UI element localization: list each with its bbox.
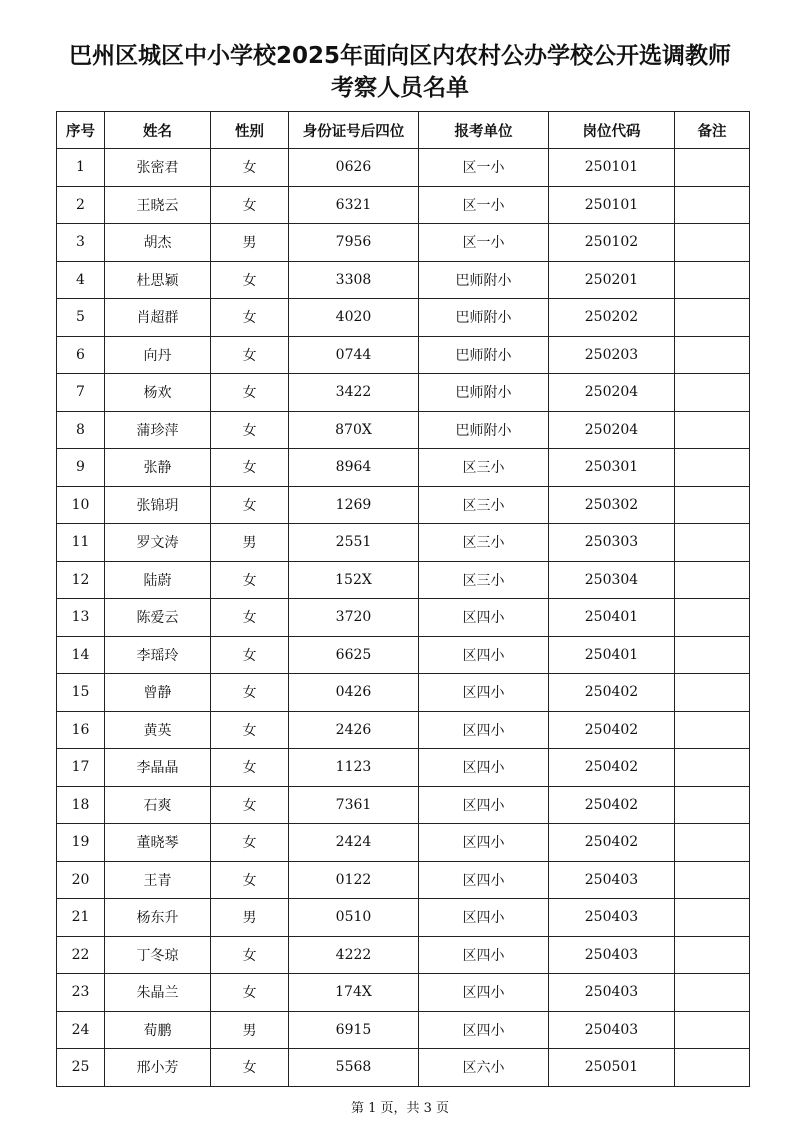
cell-unit: 区四小 bbox=[419, 1011, 549, 1049]
cell-seq: 23 bbox=[57, 974, 105, 1012]
cell-remark bbox=[675, 936, 750, 974]
cell-post-code: 250101 bbox=[549, 149, 675, 187]
cell-seq: 12 bbox=[57, 561, 105, 599]
cell-gender: 女 bbox=[211, 861, 289, 899]
cell-seq: 5 bbox=[57, 299, 105, 337]
cell-name: 王晓云 bbox=[105, 186, 211, 224]
cell-seq: 15 bbox=[57, 674, 105, 712]
cell-name: 张锦玥 bbox=[105, 486, 211, 524]
cell-name: 董晓琴 bbox=[105, 824, 211, 862]
column-header-unit: 报考单位 bbox=[419, 112, 549, 149]
cell-id-last4: 0744 bbox=[289, 336, 419, 374]
cell-unit: 区四小 bbox=[419, 861, 549, 899]
table-row bbox=[57, 561, 750, 599]
cell-id-last4: 0626 bbox=[289, 149, 419, 187]
cell-post-code: 250403 bbox=[549, 861, 675, 899]
cell-seq: 1 bbox=[57, 149, 105, 187]
cell-gender: 女 bbox=[211, 561, 289, 599]
cell-seq: 10 bbox=[57, 486, 105, 524]
table-row bbox=[57, 936, 750, 974]
cell-post-code: 250202 bbox=[549, 299, 675, 337]
cell-gender: 女 bbox=[211, 936, 289, 974]
cell-remark bbox=[675, 336, 750, 374]
cell-name: 张密君 bbox=[105, 149, 211, 187]
cell-seq: 17 bbox=[57, 749, 105, 787]
cell-remark bbox=[675, 824, 750, 862]
document-title-line-1: 巴州区城区中小学校2025年面向区内农村公办学校公开选调教师 bbox=[68, 43, 731, 69]
cell-remark bbox=[675, 599, 750, 637]
cell-seq: 11 bbox=[57, 524, 105, 562]
cell-gender: 女 bbox=[211, 749, 289, 787]
cell-remark bbox=[675, 711, 750, 749]
cell-seq: 18 bbox=[57, 786, 105, 824]
cell-post-code: 250402 bbox=[549, 749, 675, 787]
cell-remark bbox=[675, 486, 750, 524]
cell-post-code: 250403 bbox=[549, 1011, 675, 1049]
cell-gender: 女 bbox=[211, 974, 289, 1012]
cell-id-last4: 6625 bbox=[289, 636, 419, 674]
table-row bbox=[57, 974, 750, 1012]
cell-name: 蒲珍萍 bbox=[105, 411, 211, 449]
cell-name: 李晶晶 bbox=[105, 749, 211, 787]
cell-unit: 区一小 bbox=[419, 224, 549, 262]
cell-name: 向丹 bbox=[105, 336, 211, 374]
cell-unit: 区四小 bbox=[419, 899, 549, 937]
cell-name: 荀鹏 bbox=[105, 1011, 211, 1049]
cell-post-code: 250403 bbox=[549, 899, 675, 937]
cell-post-code: 250401 bbox=[549, 636, 675, 674]
table-header bbox=[57, 112, 750, 149]
table-row bbox=[57, 824, 750, 862]
cell-gender: 女 bbox=[211, 299, 289, 337]
table-row bbox=[57, 149, 750, 187]
column-header-seq: 序号 bbox=[57, 112, 105, 149]
cell-id-last4: 174X bbox=[289, 974, 419, 1012]
cell-gender: 女 bbox=[211, 486, 289, 524]
cell-name: 杨东升 bbox=[105, 899, 211, 937]
cell-id-last4: 8964 bbox=[289, 449, 419, 487]
table-row bbox=[57, 186, 750, 224]
cell-gender: 男 bbox=[211, 224, 289, 262]
cell-unit: 区三小 bbox=[419, 486, 549, 524]
table-row bbox=[57, 374, 750, 412]
table-header-row bbox=[57, 112, 750, 149]
cell-gender: 女 bbox=[211, 711, 289, 749]
cell-post-code: 250402 bbox=[549, 786, 675, 824]
column-header-id-last4: 身份证号后四位 bbox=[289, 112, 419, 149]
cell-name: 杜思颖 bbox=[105, 261, 211, 299]
cell-gender: 女 bbox=[211, 186, 289, 224]
table-row bbox=[57, 861, 750, 899]
cell-id-last4: 870X bbox=[289, 411, 419, 449]
cell-post-code: 250301 bbox=[549, 449, 675, 487]
table-row bbox=[57, 524, 750, 562]
cell-name: 罗文涛 bbox=[105, 524, 211, 562]
cell-id-last4: 6321 bbox=[289, 186, 419, 224]
cell-id-last4: 5568 bbox=[289, 1049, 419, 1087]
cell-seq: 19 bbox=[57, 824, 105, 862]
cell-remark bbox=[675, 449, 750, 487]
cell-id-last4: 0122 bbox=[289, 861, 419, 899]
cell-remark bbox=[675, 261, 750, 299]
cell-id-last4: 2426 bbox=[289, 711, 419, 749]
cell-unit: 巴师附小 bbox=[419, 261, 549, 299]
cell-seq: 24 bbox=[57, 1011, 105, 1049]
cell-gender: 女 bbox=[211, 149, 289, 187]
cell-name: 朱晶兰 bbox=[105, 974, 211, 1012]
cell-unit: 区四小 bbox=[419, 749, 549, 787]
cell-post-code: 250204 bbox=[549, 374, 675, 412]
cell-post-code: 250402 bbox=[549, 824, 675, 862]
cell-gender: 女 bbox=[211, 261, 289, 299]
cell-id-last4: 7956 bbox=[289, 224, 419, 262]
cell-seq: 6 bbox=[57, 336, 105, 374]
cell-seq: 9 bbox=[57, 449, 105, 487]
cell-post-code: 250101 bbox=[549, 186, 675, 224]
column-header-remark: 备注 bbox=[675, 112, 750, 149]
cell-name: 石爽 bbox=[105, 786, 211, 824]
cell-post-code: 250102 bbox=[549, 224, 675, 262]
cell-remark bbox=[675, 861, 750, 899]
cell-seq: 20 bbox=[57, 861, 105, 899]
cell-remark bbox=[675, 899, 750, 937]
cell-unit: 巴师附小 bbox=[419, 299, 549, 337]
cell-post-code: 250501 bbox=[549, 1049, 675, 1087]
cell-gender: 女 bbox=[211, 599, 289, 637]
table-row bbox=[57, 674, 750, 712]
table-row bbox=[57, 786, 750, 824]
cell-id-last4: 3422 bbox=[289, 374, 419, 412]
table-row bbox=[57, 299, 750, 337]
cell-unit: 区四小 bbox=[419, 824, 549, 862]
cell-unit: 区三小 bbox=[419, 561, 549, 599]
cell-remark bbox=[675, 186, 750, 224]
cell-name: 邢小芳 bbox=[105, 1049, 211, 1087]
cell-gender: 男 bbox=[211, 524, 289, 562]
cell-unit: 巴师附小 bbox=[419, 374, 549, 412]
table-row bbox=[57, 486, 750, 524]
cell-id-last4: 3308 bbox=[289, 261, 419, 299]
cell-remark bbox=[675, 524, 750, 562]
candidate-table bbox=[56, 111, 750, 1087]
page-footer: 第 1 页，共 3 页 bbox=[350, 1101, 450, 1116]
cell-unit: 区四小 bbox=[419, 974, 549, 1012]
cell-unit: 区四小 bbox=[419, 936, 549, 974]
cell-name: 胡杰 bbox=[105, 224, 211, 262]
cell-name: 陈爱云 bbox=[105, 599, 211, 637]
cell-seq: 7 bbox=[57, 374, 105, 412]
column-header-gender: 性别 bbox=[211, 112, 289, 149]
cell-post-code: 250304 bbox=[549, 561, 675, 599]
cell-seq: 3 bbox=[57, 224, 105, 262]
cell-unit: 巴师附小 bbox=[419, 336, 549, 374]
document-title-line-2: 考察人员名单 bbox=[331, 75, 469, 101]
cell-id-last4: 152X bbox=[289, 561, 419, 599]
cell-id-last4: 2551 bbox=[289, 524, 419, 562]
cell-gender: 女 bbox=[211, 411, 289, 449]
table-row bbox=[57, 449, 750, 487]
cell-seq: 22 bbox=[57, 936, 105, 974]
table-row bbox=[57, 636, 750, 674]
cell-id-last4: 3720 bbox=[289, 599, 419, 637]
table-row bbox=[57, 711, 750, 749]
cell-gender: 女 bbox=[211, 674, 289, 712]
cell-remark bbox=[675, 636, 750, 674]
table-row bbox=[57, 749, 750, 787]
cell-name: 杨欢 bbox=[105, 374, 211, 412]
cell-name: 黄英 bbox=[105, 711, 211, 749]
cell-unit: 区四小 bbox=[419, 599, 549, 637]
cell-post-code: 250401 bbox=[549, 599, 675, 637]
cell-remark bbox=[675, 674, 750, 712]
cell-id-last4: 4020 bbox=[289, 299, 419, 337]
cell-id-last4: 4222 bbox=[289, 936, 419, 974]
table-row bbox=[57, 599, 750, 637]
cell-gender: 女 bbox=[211, 786, 289, 824]
cell-remark bbox=[675, 149, 750, 187]
cell-seq: 14 bbox=[57, 636, 105, 674]
cell-name: 王青 bbox=[105, 861, 211, 899]
cell-remark bbox=[675, 786, 750, 824]
cell-gender: 女 bbox=[211, 374, 289, 412]
cell-seq: 4 bbox=[57, 261, 105, 299]
cell-unit: 区六小 bbox=[419, 1049, 549, 1087]
cell-seq: 2 bbox=[57, 186, 105, 224]
cell-remark bbox=[675, 1049, 750, 1087]
cell-remark bbox=[675, 1011, 750, 1049]
cell-id-last4: 1123 bbox=[289, 749, 419, 787]
cell-post-code: 250402 bbox=[549, 711, 675, 749]
cell-name: 丁冬琼 bbox=[105, 936, 211, 974]
table-row bbox=[57, 261, 750, 299]
cell-remark bbox=[675, 299, 750, 337]
cell-gender: 女 bbox=[211, 824, 289, 862]
cell-seq: 13 bbox=[57, 599, 105, 637]
table-body bbox=[57, 149, 750, 1087]
cell-name: 张静 bbox=[105, 449, 211, 487]
cell-unit: 区四小 bbox=[419, 711, 549, 749]
table-row bbox=[57, 224, 750, 262]
cell-unit: 区四小 bbox=[419, 786, 549, 824]
cell-remark bbox=[675, 224, 750, 262]
cell-unit: 区一小 bbox=[419, 186, 549, 224]
cell-post-code: 250204 bbox=[549, 411, 675, 449]
cell-remark bbox=[675, 411, 750, 449]
cell-unit: 区三小 bbox=[419, 524, 549, 562]
cell-id-last4: 7361 bbox=[289, 786, 419, 824]
cell-name: 肖超群 bbox=[105, 299, 211, 337]
cell-gender: 男 bbox=[211, 1011, 289, 1049]
cell-gender: 男 bbox=[211, 899, 289, 937]
cell-id-last4: 6915 bbox=[289, 1011, 419, 1049]
cell-unit: 区三小 bbox=[419, 449, 549, 487]
cell-seq: 25 bbox=[57, 1049, 105, 1087]
cell-id-last4: 0426 bbox=[289, 674, 419, 712]
cell-unit: 巴师附小 bbox=[419, 411, 549, 449]
table-row bbox=[57, 411, 750, 449]
cell-name: 李瑶玲 bbox=[105, 636, 211, 674]
cell-remark bbox=[675, 374, 750, 412]
cell-post-code: 250302 bbox=[549, 486, 675, 524]
column-header-name: 姓名 bbox=[105, 112, 211, 149]
column-header-post-code: 岗位代码 bbox=[549, 112, 675, 149]
cell-unit: 区四小 bbox=[419, 636, 549, 674]
cell-post-code: 250201 bbox=[549, 261, 675, 299]
cell-name: 曾静 bbox=[105, 674, 211, 712]
cell-post-code: 250403 bbox=[549, 974, 675, 1012]
cell-seq: 8 bbox=[57, 411, 105, 449]
cell-gender: 女 bbox=[211, 636, 289, 674]
cell-gender: 女 bbox=[211, 449, 289, 487]
cell-seq: 16 bbox=[57, 711, 105, 749]
cell-remark bbox=[675, 561, 750, 599]
cell-id-last4: 1269 bbox=[289, 486, 419, 524]
table-row bbox=[57, 1049, 750, 1087]
cell-gender: 女 bbox=[211, 336, 289, 374]
cell-post-code: 250403 bbox=[549, 936, 675, 974]
cell-unit: 区一小 bbox=[419, 149, 549, 187]
cell-gender: 女 bbox=[211, 1049, 289, 1087]
cell-post-code: 250303 bbox=[549, 524, 675, 562]
cell-seq: 21 bbox=[57, 899, 105, 937]
cell-remark bbox=[675, 974, 750, 1012]
table-row bbox=[57, 899, 750, 937]
table-row bbox=[57, 336, 750, 374]
cell-remark bbox=[675, 749, 750, 787]
cell-post-code: 250203 bbox=[549, 336, 675, 374]
cell-post-code: 250402 bbox=[549, 674, 675, 712]
cell-id-last4: 2424 bbox=[289, 824, 419, 862]
table-row bbox=[57, 1011, 750, 1049]
cell-unit: 区四小 bbox=[419, 674, 549, 712]
cell-name: 陆蔚 bbox=[105, 561, 211, 599]
cell-id-last4: 0510 bbox=[289, 899, 419, 937]
